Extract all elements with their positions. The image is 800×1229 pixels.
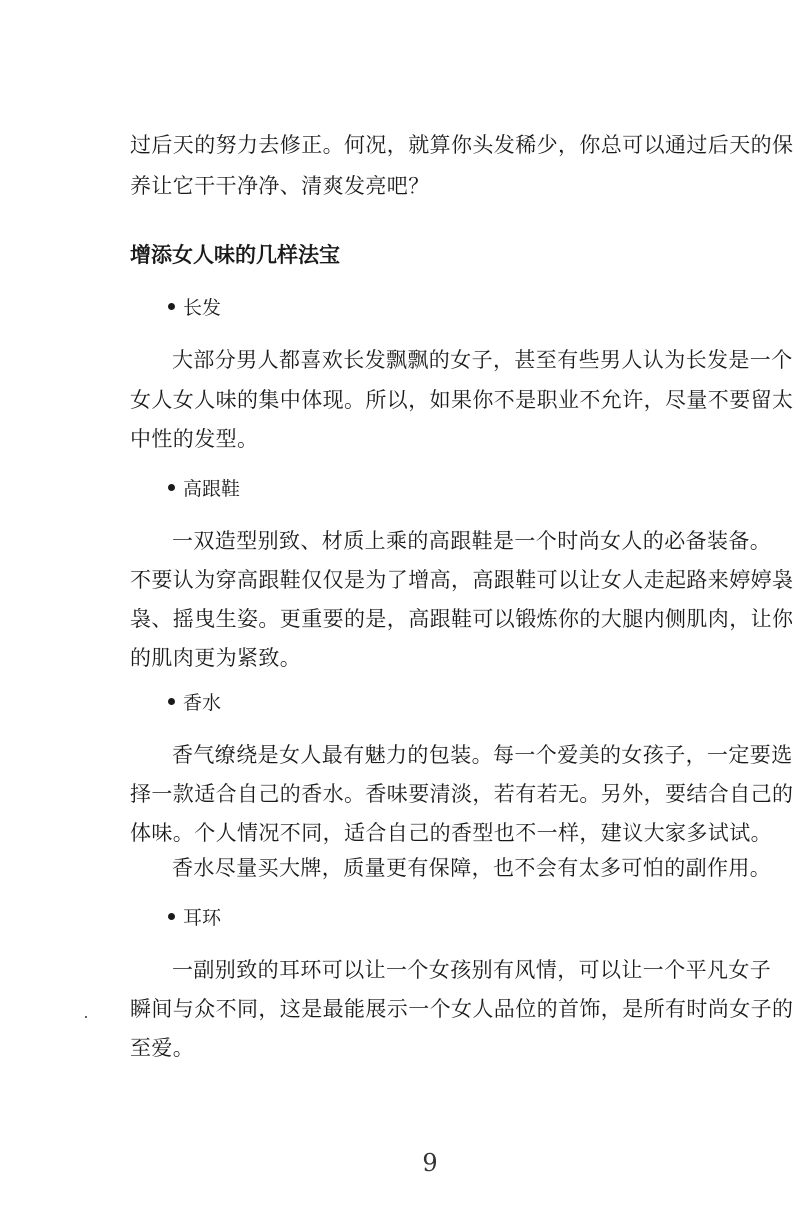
paragraph-line: 瞬间与众不同，这是最能展示一个女人品位的首饰，是所有时尚女子的 bbox=[130, 997, 794, 1021]
paragraph-line: 大部分男人都喜欢长发飘飘的女子，甚至有些男人认为长发是一个 bbox=[172, 348, 793, 372]
paragraph-line: 一双造型别致、材质上乘的高跟鞋是一个时尚女人的必备装备。 bbox=[172, 529, 772, 553]
bullet-perfume bbox=[168, 688, 221, 718]
bullet-label: 香水 bbox=[183, 692, 222, 714]
paragraph-line: 择一款适合自己的香水。香味要清淡，若有若无。另外，要结合自己的 bbox=[130, 782, 794, 806]
bullet-long-hair bbox=[168, 293, 221, 323]
paragraph-line: 中性的发型。 bbox=[130, 427, 259, 451]
bullet-high-heels bbox=[168, 474, 240, 504]
paragraph-line: 体味。个人情况不同，适合自己的香型也不一样，建议大家多试试。 bbox=[130, 821, 772, 845]
paragraph-line: 的肌肉更为紧致。 bbox=[130, 646, 302, 670]
section-heading: 增添女人味的几样法宝 bbox=[130, 243, 340, 267]
page-number: 9 bbox=[422, 1149, 438, 1177]
paragraph-line: 香气缭绕是女人最有魅力的包装。每一个爱美的女孩子，一定要选 bbox=[172, 743, 793, 767]
bullet-dot-icon bbox=[168, 303, 175, 310]
paragraph-line: 至爱。 bbox=[130, 1036, 195, 1060]
bullet-dot-icon bbox=[168, 913, 175, 920]
paragraph-line: 一副别致的耳环可以让一个女孩别有风情，可以让一个平凡女子 bbox=[172, 958, 772, 982]
bullet-dot-icon bbox=[168, 484, 175, 491]
bullet-earrings bbox=[168, 903, 221, 933]
intro-line-2: 养让它干干净净、清爽发亮吧？ bbox=[130, 174, 430, 198]
intro-line-1: 过后天的努力去修正。何况，就算你头发稀少，你总可以通过后天的保 bbox=[130, 133, 794, 157]
scan-speck bbox=[85, 1016, 87, 1018]
bullet-label: 高跟鞋 bbox=[183, 478, 241, 500]
paragraph-line: 香水尽量买大牌，质量更有保障，也不会有太多可怕的副作用。 bbox=[172, 856, 772, 880]
paragraph-line: 女人女人味的集中体现。所以，如果你不是职业不允许，尽量不要留太 bbox=[130, 388, 794, 412]
paragraph-line: 不要认为穿高跟鞋仅仅是为了增高，高跟鞋可以让女人走起路来婷婷袅 bbox=[130, 568, 794, 592]
paragraph-line: 袅、摇曳生姿。更重要的是，高跟鞋可以锻炼你的大腿内侧肌肉，让你 bbox=[130, 607, 794, 631]
bullet-label: 耳环 bbox=[183, 907, 222, 929]
bullet-label: 长发 bbox=[183, 297, 222, 319]
bullet-dot-icon bbox=[168, 698, 175, 705]
